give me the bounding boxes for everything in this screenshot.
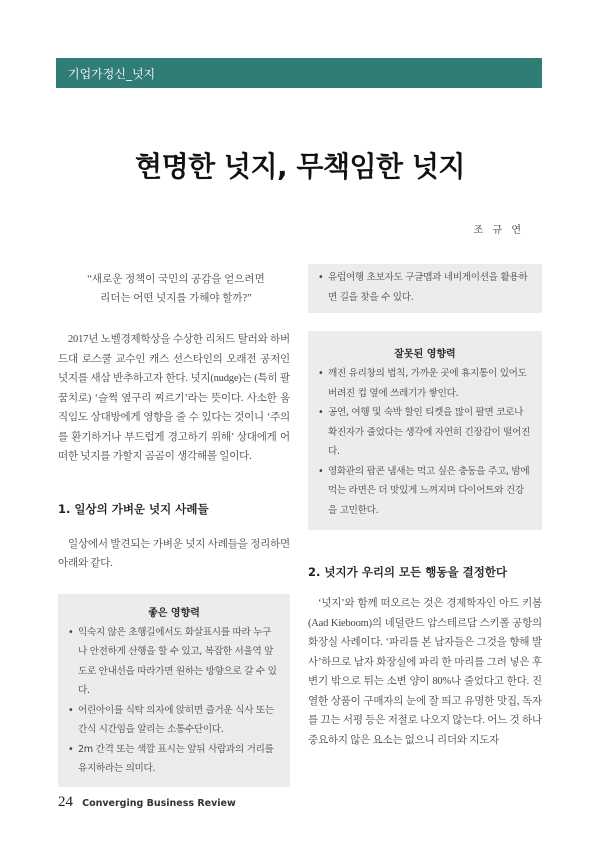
section-2-paragraph: ‘넛지’와 함께 떠오르는 것은 경제학자인 아드 키봄(Aad Kieboom)의 네덜란드 암스테르담 스키폴 공항의 화장실 사례이다. ‘파리를 본 남자들은 그것을 향해 발사’하므로 남자 화장실에 파리 한 마리를 그려 넣은 후 변기 밖으로 튀는 소변 양이 80%나 줄었다고 한다. 진열한 상품이 구매자의 눈에 잘 띄고 유명한 맛집, 독자를 끄는 서평 등은 저절로 나오지 않는다. 어느 것 하나 중요하지 않은 요소는 없으니 리더와 지도자	[308, 598, 542, 746]
bullet-icon: •	[318, 368, 324, 379]
bullet-icon: •	[318, 465, 324, 477]
page-number: 24	[58, 794, 73, 810]
article-title: 현명한 넛지, 무책임한 넛지	[135, 150, 465, 183]
good-influence-title: 좋은 영향력	[148, 607, 200, 619]
bullet-icon: •	[68, 704, 74, 716]
intro-paragraph: 2017년 노벨경제학상을 수상한 리처드 탈러와 하버드대 로스쿨 교수인 캐스 선스타인의 오래전 공저인 넛지를 새삼 반추하고자 한다. 넛지(nudge)는 (특히 팔꿈치로) ‘슬쩍 옆구리 찌르기’라는 뜻이다. 사소한 움직임도 상대방에게 영향을 줄 수 있다는 것이니 ‘주의를 환기하거나 부드럽게 경고하기 위해’ 상대에게 어떠한 넛지를 가할지 곰곰이 생각해볼 일이다.	[58, 334, 290, 462]
list-item: • 영화관의 팝콘 냄새는 먹고 싶은 충동을 주고, 밤에 먹는 라면은 더 맛있게 느껴지며 다이어트와 건강을 고민한다.	[318, 462, 532, 521]
list-item: • 유럽여행 초보자도 구글맵과 네비게이션을 활용하면 길을 찾을 수 있다.	[318, 268, 532, 307]
bullet-icon: •	[68, 743, 74, 755]
list-item: • 익숙지 않은 초행길에서도 화살표시를 따라 누구나 안전하게 산행을 할 수 있고, 복잡한 서울역 앞도로 안내선을 따라가면 원하는 방향으로 갈 수 있다.	[68, 623, 280, 701]
bullet-icon: •	[318, 407, 324, 418]
list-item: • 어린아이를 식탁 의자에 앉히면 즐거운 식사 또는 간식 시간임을 알리는 소통수단이다.	[68, 701, 280, 740]
good-influence-box	[58, 594, 290, 787]
list-item: • 2m 간격 또는 색깔 표시는 앞뒤 사람과의 거리를 유지하라는 의미다.	[68, 740, 280, 779]
pull-quote	[58, 270, 290, 308]
section-1-paragraph: 일상에서 발견되는 가벼운 넛지 사례들을 정리하면 아래와 같다.	[58, 538, 290, 569]
top-margin	[0, 0, 600, 56]
bad-influence-box	[308, 331, 542, 530]
author-name: 조 규 연	[473, 225, 524, 236]
list-item: • 공연, 여행 및 숙박 할인 티켓을 많이 팔면 코로나 확진자가 줄었다는 생각에 자연히 긴장감이 떨어진다.	[318, 403, 532, 462]
quote-line: “새로운 정책이 국민의 공감을 얻으려면	[87, 274, 265, 285]
good-influence-box-continued	[308, 264, 542, 313]
left-column	[58, 264, 290, 787]
section-2-heading: 2. 넛지가 우리의 모든 행동을 결정한다	[308, 565, 508, 579]
page-footer	[58, 791, 236, 811]
box-gap	[308, 313, 542, 331]
section-label: 기업가정신_넛지	[68, 67, 156, 81]
list-item: • 깨진 유리창의 법칙, 가까운 곳에 휴지통이 있어도 버려진 컵 옆에 쓰레기가 쌓인다.	[318, 364, 532, 403]
quote-line: 리더는 어떤 넛지를 가해야 할까?”	[100, 293, 252, 304]
section-header-bar	[56, 58, 542, 88]
journal-name: Converging Business Review	[82, 798, 236, 809]
section-1-heading: 1. 일상의 가벼운 넛지 사례들	[58, 501, 209, 516]
right-column	[308, 264, 542, 750]
bad-influence-title: 잘못된 영향력	[394, 349, 456, 360]
bullet-icon: •	[318, 272, 324, 283]
bullet-icon: •	[68, 626, 74, 638]
